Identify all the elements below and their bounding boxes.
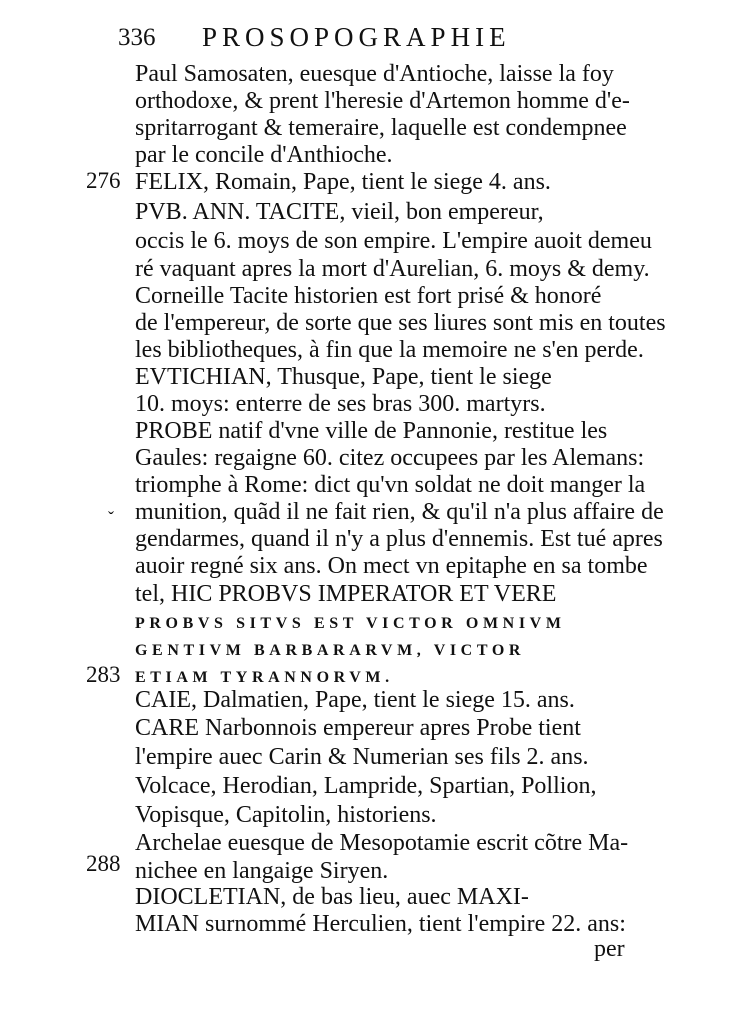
margin-date-283: 283: [86, 662, 121, 687]
text-line: PVB. ANN. TACITE, vieil, bon empereur,: [135, 199, 544, 225]
text-line: tel, HIC PROBVS IMPERATOR ET VERE: [135, 581, 557, 607]
text-line: munition, quãd il ne fait rien, & qu'il n'a plus affaire de: [135, 499, 664, 525]
text-line: gendarmes, quand il n'y a plus d'ennemis. Est tué apres: [135, 526, 663, 552]
epitaph-line: ETIAM TYRANNORVM.: [135, 669, 394, 686]
text-line: Paul Samosaten, euesque d'Antioche, laisse la foy: [135, 61, 614, 87]
text-line: nichee en langaige Siryen.: [135, 858, 389, 884]
text-line: spritarrogant & temeraire, laquelle est condempnee: [135, 115, 627, 141]
text-line: EVTICHIAN, Thusque, Pape, tient le siege: [135, 364, 552, 390]
text-line: auoir regné six ans. On mect vn epitaphe en sa tombe: [135, 553, 648, 579]
page-number: 336: [118, 24, 156, 51]
text-line: PROBE natif d'vne ville de Pannonie, restitue les: [135, 418, 608, 444]
text-line: de l'empereur, de sorte que ses liures sont mis en toutes: [135, 310, 666, 336]
text-line: Archelae euesque de Mesopotamie escrit cõtre Ma-: [135, 830, 629, 856]
text-line: DIOCLETIAN, de bas lieu, auec MAXI-: [135, 884, 529, 910]
text-line: orthodoxe, & prent l'heresie d'Artemon homme d'e-: [135, 88, 630, 114]
margin-date-288: 288: [86, 851, 121, 876]
text-line: ré vaquant apres la mort d'Aurelian, 6. moys & demy.: [135, 256, 650, 282]
text-line: l'empire auec Carin & Numerian ses fils 2. ans.: [135, 744, 589, 770]
text-line: FELIX, Romain, Pape, tient le siege 4. ans.: [135, 169, 551, 195]
text-line: CARE Narbonnois empereur apres Probe tient: [135, 715, 581, 741]
running-title: PROSOPOGRAPHIE: [202, 22, 511, 52]
text-line: MIAN surnommé Herculien, tient l'empire 22. ans:: [135, 911, 626, 937]
text-line: les bibliotheques, à fin que la memoire ne s'en perde.: [135, 337, 644, 363]
text-line: triomphe à Rome: dict qu'vn soldat ne doit manger la: [135, 472, 646, 498]
text-line: Corneille Tacite historien est fort prisé & honoré: [135, 283, 602, 309]
text-line: Volcace, Herodian, Lampride, Spartian, Pollion,: [135, 773, 597, 799]
marginal-mark: ˇ: [108, 508, 114, 528]
margin-date-276: 276: [86, 168, 121, 193]
text-line: par le concile d'Anthioche.: [135, 142, 393, 168]
text-line: CAIE, Dalmatien, Pape, tient le siege 15. ans.: [135, 687, 575, 713]
epitaph-line: GENTIVM BARBARARVM, VICTOR: [135, 642, 526, 659]
text-line: Vopisque, Capitolin, historiens.: [135, 802, 437, 828]
text-line: 10. moys: enterre de ses bras 300. martyrs.: [135, 391, 546, 417]
text-line: Gaules: regaigne 60. citez occupees par les Alemans:: [135, 445, 645, 471]
text-line: occis le 6. moys de son empire. L'empire auoit demeu: [135, 228, 652, 254]
epitaph-line: PROBVS SITVS EST VICTOR OMNIVM: [135, 615, 566, 632]
catchword: per: [594, 936, 625, 962]
